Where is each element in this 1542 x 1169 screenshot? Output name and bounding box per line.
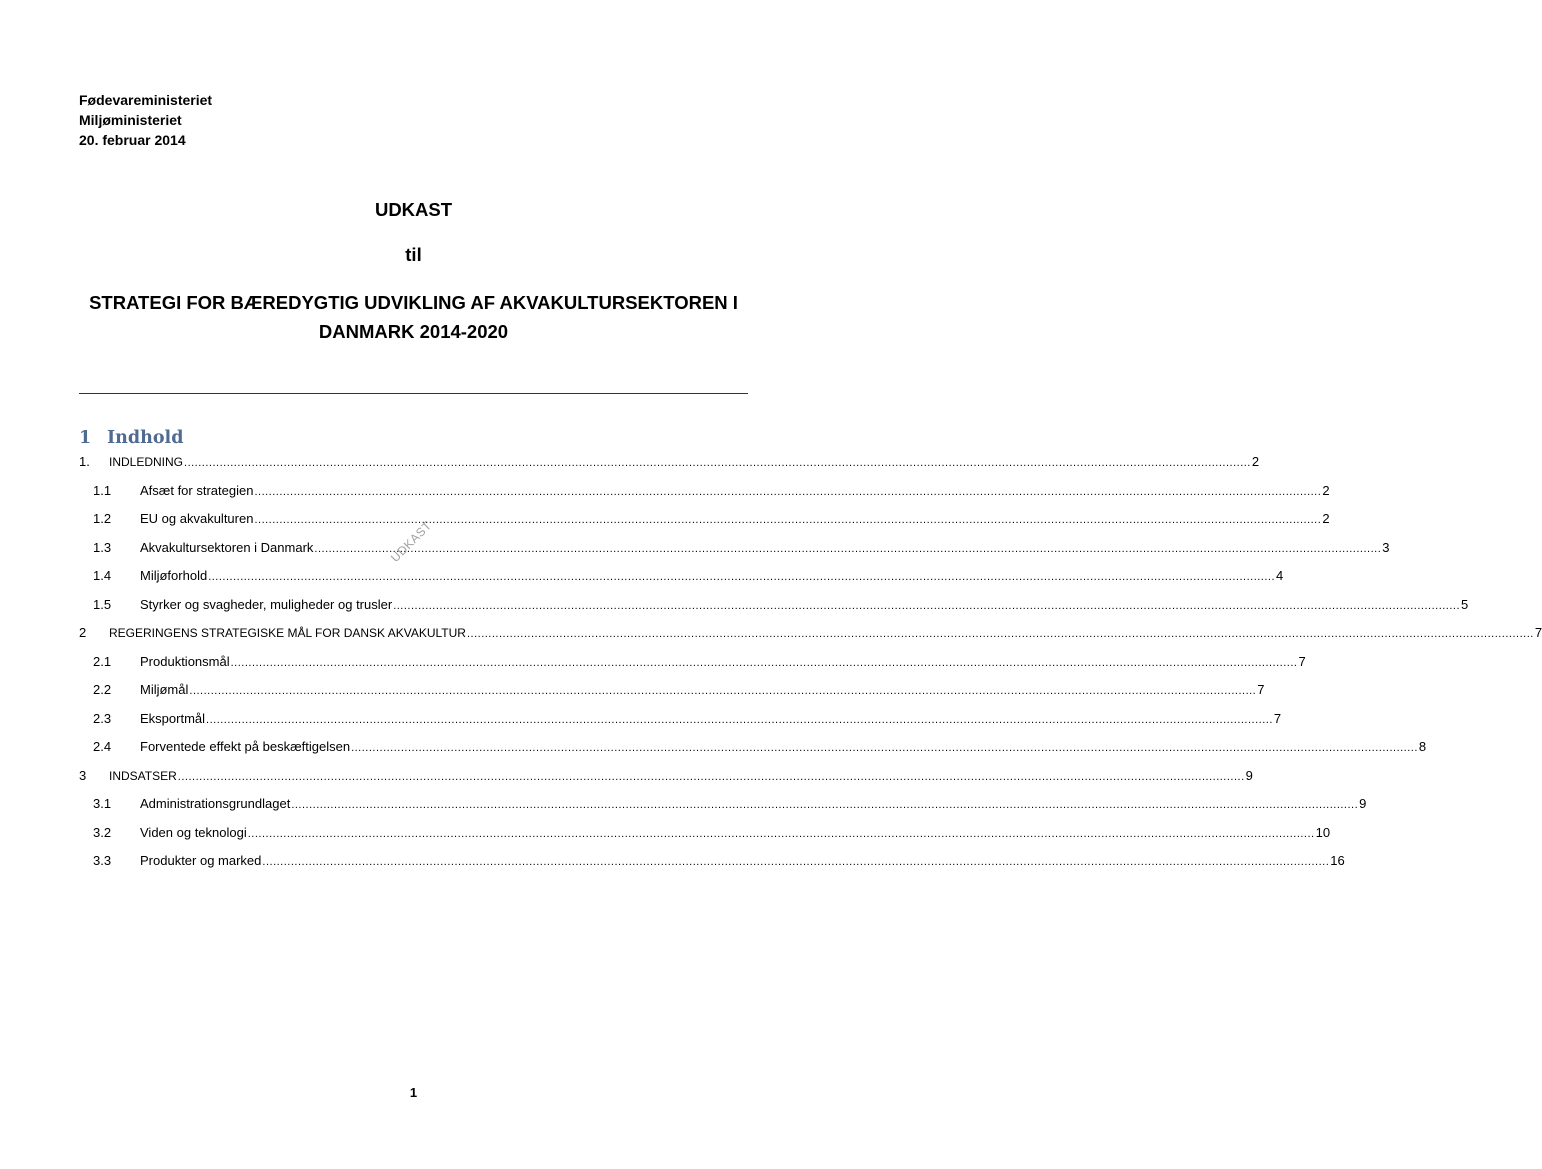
- toc-entry[interactable]: [79, 824, 1331, 854]
- horizontal-divider: [79, 393, 748, 394]
- toc-entry-page: 7: [1257, 682, 1265, 697]
- toc-entry[interactable]: [79, 739, 1427, 768]
- dot-leader: ............................................................................................................................................................................................................................................................................................................: [254, 514, 1322, 526]
- toc-entry-number: 3.1: [93, 796, 112, 811]
- toc-entry-page: 7: [1534, 625, 1542, 640]
- toc-entry-page: 16: [1330, 853, 1345, 868]
- toc-entry-label: Produkter og marked: [140, 853, 262, 868]
- toc-entry-page: 7: [1298, 653, 1306, 669]
- toc-entry-page: 8: [1418, 739, 1427, 754]
- document-title: [0, 288, 827, 346]
- toc-entry-page: 10: [1315, 824, 1331, 840]
- dot-leader: ............................................................................................................................................................................................................................................................................................................: [206, 713, 1273, 726]
- toc-entry[interactable]: [79, 482, 1330, 512]
- dot-leader: ............................................................................................................................................................................................................................................................................................................: [262, 856, 1330, 868]
- toc-entry-label: REGERINGENS STRATEGISKE MÅL FOR DANSK AKVAKULTUR: [109, 626, 466, 640]
- toc-entry-label: EU og akvakulturen: [140, 511, 254, 526]
- dot-leader: ............................................................................................................................................................................................................................................................................................................: [184, 457, 1251, 469]
- dot-leader: ............................................................................................................................................................................................................................................................................................................: [208, 571, 1276, 583]
- dot-leader: ............................................................................................................................................................................................................................................................................................................: [254, 485, 1322, 498]
- toc-entry-number: 2.2: [93, 682, 112, 697]
- dot-leader: ............................................................................................................................................................................................................................................................................................................: [247, 827, 1315, 840]
- toc-entry-label: Eksportmål: [140, 710, 206, 726]
- ministry-name: Miljøministeriet: [79, 112, 182, 128]
- toc-entry[interactable]: [79, 596, 1469, 626]
- toc-entry-label: INDLEDNING: [109, 455, 184, 469]
- dot-leader: ............................................................................................................................................................................................................................................................................................................: [291, 799, 1359, 811]
- toc-entry-page: 4: [1276, 568, 1284, 583]
- dot-leader: ............................................................................................................................................................................................................................................................................................................: [351, 742, 1418, 754]
- toc-entry-label: Akvakultursektoren i Danmark: [140, 539, 314, 555]
- dot-leader: ............................................................................................................................................................................................................................................................................................................: [189, 685, 1257, 697]
- toc-entry-page: 2: [1322, 511, 1330, 526]
- toc-entry-number: 1.4: [93, 568, 112, 583]
- toc-entry-number: 1.3: [93, 539, 112, 555]
- toc-entry-label: Forventede effekt på beskæftigelsen: [140, 739, 351, 754]
- draft-label: UDKAST: [374, 199, 453, 220]
- toc-heading-number: 1: [79, 428, 92, 448]
- page-number: 1: [409, 1085, 418, 1100]
- toc-entry-page: 9: [1245, 767, 1253, 783]
- toc-entry-page: 2: [1251, 454, 1260, 469]
- toc-entry[interactable]: [79, 767, 1253, 797]
- toc-entry[interactable]: [79, 682, 1265, 711]
- toc-entry[interactable]: [79, 653, 1306, 683]
- toc-entry[interactable]: [79, 853, 1345, 882]
- toc-entry-number: 2.3: [93, 710, 112, 726]
- draft-watermark: UDKAST: [388, 518, 435, 565]
- document-date: 20. februar 2014: [79, 132, 186, 148]
- toc-entry[interactable]: [79, 568, 1284, 597]
- toc-entry-page: 5: [1461, 596, 1469, 612]
- toc-entry-label: Administrationsgrundlaget: [140, 796, 291, 811]
- toc-entry-label: Miljømål: [140, 682, 189, 697]
- ministry-name: Fødevareministeriet: [79, 92, 213, 108]
- toc-entry-label: Viden og teknologi: [140, 824, 247, 840]
- toc-entry-page: 2: [1322, 482, 1330, 498]
- toc-entry-page: 3: [1382, 539, 1390, 555]
- sender-block: [79, 90, 212, 150]
- dot-leader: ............................................................................................................................................................................................................................................................................................................: [314, 542, 1382, 555]
- dot-leader: ............................................................................................................................................................................................................................................................................................................: [466, 628, 1534, 640]
- toc-entry-label: Miljøforhold: [140, 568, 208, 583]
- toc-entry[interactable]: [79, 796, 1367, 825]
- toc-entry-label: INDSATSER: [109, 768, 177, 783]
- toc-entry-number: 1.2: [93, 511, 112, 526]
- toc-entry[interactable]: [79, 625, 1542, 654]
- document-title-line: STRATEGI FOR BÆREDYGTIG UDVIKLING AF AKVAKULTURSEKTOREN I: [89, 292, 738, 313]
- toc-entry-number: 1.: [79, 454, 90, 469]
- toc-entry-number: 2: [79, 625, 87, 640]
- toc-entry-number: 3.2: [93, 824, 112, 840]
- toc-entry-label: Styrker og svagheder, muligheder og trusler: [140, 596, 393, 612]
- toc-entry-number: 2.4: [93, 739, 112, 754]
- table-of-contents: [79, 454, 1542, 882]
- toc-entry-number: 3: [79, 767, 87, 783]
- toc-entry-number: 3.3: [93, 853, 112, 868]
- toc-entry-number: 1.1: [93, 482, 112, 498]
- toc-heading: [79, 428, 183, 448]
- document-title-line: DANMARK 2014-2020: [318, 321, 509, 342]
- til-label: til: [405, 244, 422, 265]
- toc-entry-number: 2.1: [93, 653, 112, 669]
- toc-entry-label: Afsæt for strategien: [140, 482, 254, 498]
- toc-entry-page: 7: [1273, 710, 1282, 726]
- toc-entry[interactable]: [79, 710, 1282, 740]
- dot-leader: ............................................................................................................................................................................................................................................................................................................: [393, 599, 1461, 612]
- toc-heading-label: Indhold: [107, 428, 184, 448]
- dot-leader: ............................................................................................................................................................................................................................................................................................................: [177, 770, 1245, 783]
- toc-entry-label: Produktionsmål: [140, 653, 230, 669]
- toc-entry-page: 9: [1359, 796, 1367, 811]
- toc-entry[interactable]: [79, 454, 1260, 483]
- toc-entry-number: 1.5: [93, 596, 112, 612]
- dot-leader: ............................................................................................................................................................................................................................................................................................................: [230, 656, 1298, 669]
